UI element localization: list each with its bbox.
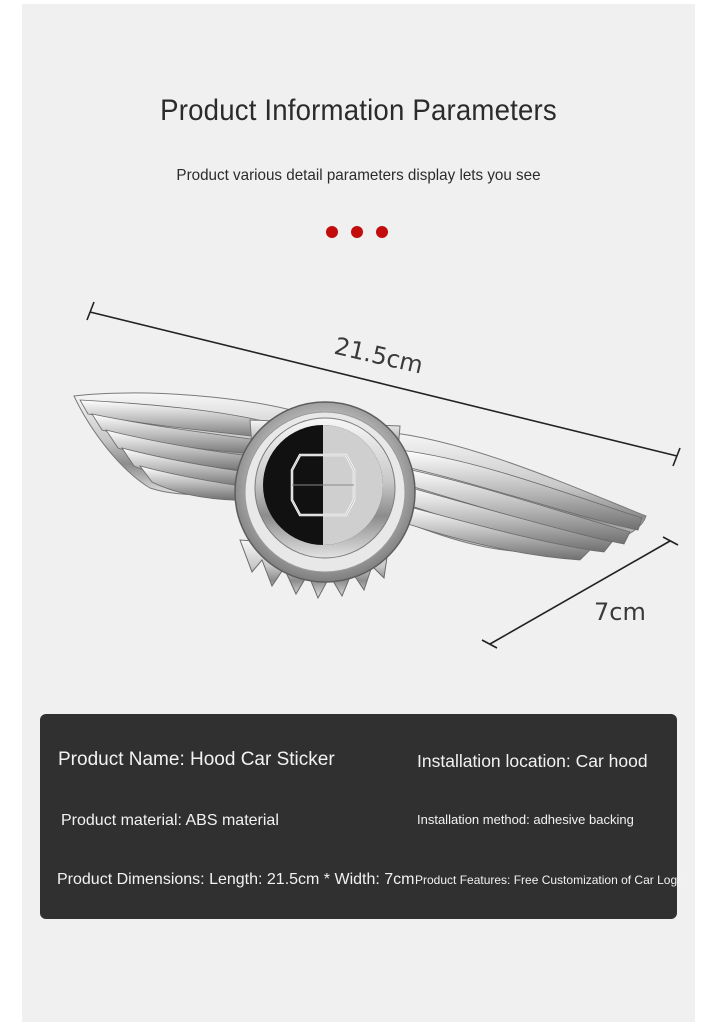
installation-location-spec: Installation location: Car hood — [417, 751, 648, 771]
length-label: 21.5cm — [331, 332, 426, 380]
specs-panel — [40, 714, 690, 919]
right-wing-icon — [385, 432, 646, 560]
product-name-spec: Product Name: Hood Car Sticker — [58, 749, 335, 770]
page-subtitle: Product various detail parameters display lets you see — [176, 167, 541, 184]
page-title: Product Information Parameters — [160, 94, 557, 127]
product-features-spec: Product Features: Free Customization of Car Logos — [415, 873, 690, 887]
installation-method-spec: Installation method: adhesive backing — [417, 812, 634, 827]
dot-icon — [326, 226, 338, 238]
brand-logo-icon — [263, 425, 383, 545]
dot-icon — [351, 226, 363, 238]
product-material-spec: Product material: ABS material — [61, 812, 279, 829]
product-dimensions-spec: Product Dimensions: Length: 21.5cm * Width: 7cm — [57, 871, 415, 888]
width-label: 7cm — [594, 598, 646, 626]
dot-icon — [376, 226, 388, 238]
decorative-dots — [326, 226, 388, 238]
